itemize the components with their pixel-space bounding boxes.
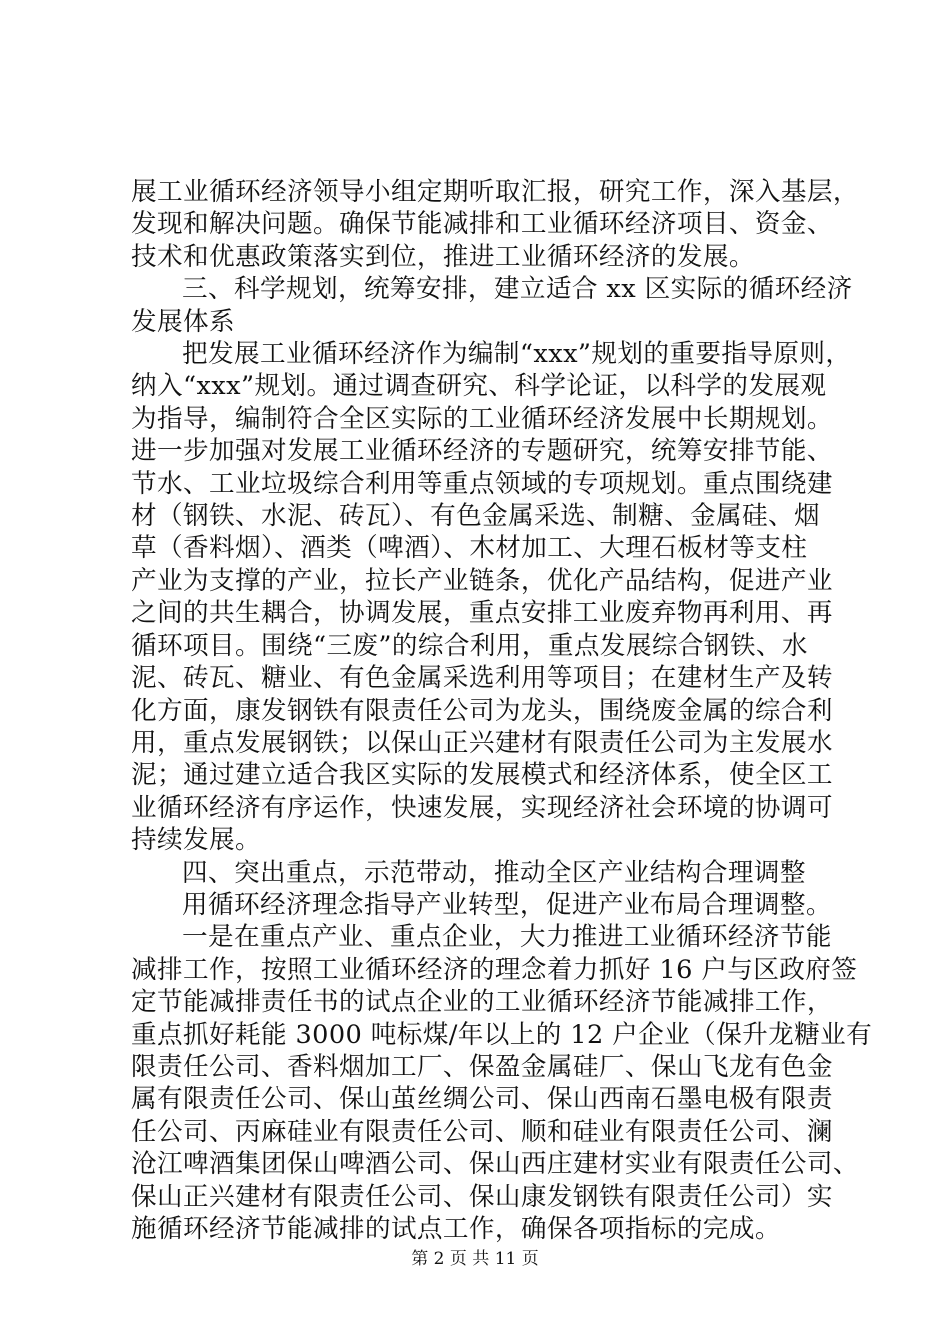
text-line: 化方面，康发钢铁有限责任公司为龙头，围绕废金属的综合利 <box>131 695 833 726</box>
text-line: 属有限责任公司、保山茧丝绸公司、保山西南石墨电极有限责 <box>131 1084 833 1115</box>
text-line: 技术和优惠政策落实到位，推进工业循环经济的发展。 <box>131 241 755 272</box>
text-line: 草（香料烟）、酒类（啤酒）、木材加工、大理石板材等支柱 <box>131 533 808 564</box>
text-line: 之间的共生耦合，协调发展，重点安排工业废弃物再利用、再 <box>131 598 833 629</box>
body-text <box>131 176 873 1245</box>
text-line: 一是在重点产业、重点企业，大力推进工业循环经济节能 <box>182 922 832 953</box>
text-line: 限责任公司、香料烟加工厂、保盈金属硅厂、保山飞龙有色金 <box>131 1051 833 1082</box>
text-line: 任公司、丙麻硅业有限责任公司、顺和硅业有限责任公司、澜 <box>131 1116 833 1147</box>
text-line: 保山正兴建材有限责任公司、保山康发钢铁有限责任公司）实 <box>131 1181 833 1212</box>
text-line: 材（钢铁、水泥、砖瓦）、有色金属采选、制糖、金属硅、烟 <box>131 501 821 532</box>
text-line: 重点抓好耗能 3000 吨标煤/年以上的 12 户企业（保升龙糖业有 <box>131 1019 873 1050</box>
text-line: 业循环经济有序运作，快速发展，实现经济社会环境的协调可 <box>131 792 833 823</box>
text-line: 展工业循环经济领导小组定期听取汇报，研究工作，深入基层， <box>131 177 859 207</box>
text-line: 用循环经济理念指导产业转型，促进产业布局合理调整。 <box>182 889 832 920</box>
text-line: 把发展工业循环经济作为编制“xxx”规划的重要指导原则， <box>182 339 852 370</box>
text-line: 循环项目。围绕“三废”的综合利用，重点发展综合钢铁、水 <box>131 630 808 661</box>
text-line: 发现和解决问题。确保节能减排和工业循环经济项目、资金、 <box>131 209 833 240</box>
section-heading-3-cont: 发展体系 <box>131 306 235 337</box>
text-line: 沧江啤酒集团保山啤酒公司、保山西庄建材实业有限责任公司、 <box>131 1149 859 1180</box>
text-line: 节水、工业垃圾综合利用等重点领域的专项规划。重点围绕建 <box>131 468 833 499</box>
text-line: 施循环经济节能减排的试点工作，确保各项指标的完成。 <box>131 1214 781 1244</box>
text-line: 产业为支撑的产业，拉长产业链条，优化产品结构，促进产业 <box>131 565 833 596</box>
text-line: 纳入“xxx”规划。通过调查研究、科学论证，以科学的发展观 <box>131 371 827 402</box>
text-line: 减排工作，按照工业循环经济的理念着力抓好 16 户与区政府签 <box>131 954 858 985</box>
text-line: 泥；通过建立适合我区实际的发展模式和经济体系，使全区工 <box>131 760 833 791</box>
text-line: 进一步加强对发展工业循环经济的专题研究，统筹安排节能、 <box>131 436 833 467</box>
text-line: 持续发展。 <box>131 825 261 856</box>
page-number-footer: 第 2 页 共 11 页 <box>411 1249 539 1269</box>
section-heading-3: 三、科学规划，统筹安排，建立适合 xx 区实际的循环经济 <box>182 274 853 305</box>
section-heading-4: 四、突出重点，示范带动，推动全区产业结构合理调整 <box>182 857 806 888</box>
text-line: 用，重点发展钢铁；以保山正兴建材有限责任公司为主发展水 <box>131 727 833 758</box>
text-line: 定节能减排责任书的试点企业的工业循环经济节能减排工作， <box>131 987 833 1018</box>
text-line: 为指导，编制符合全区实际的工业循环经济发展中长期规划。 <box>131 403 833 434</box>
text-line: 泥、砖瓦、糖业、有色金属采选利用等项目；在建材生产及转 <box>131 663 833 694</box>
